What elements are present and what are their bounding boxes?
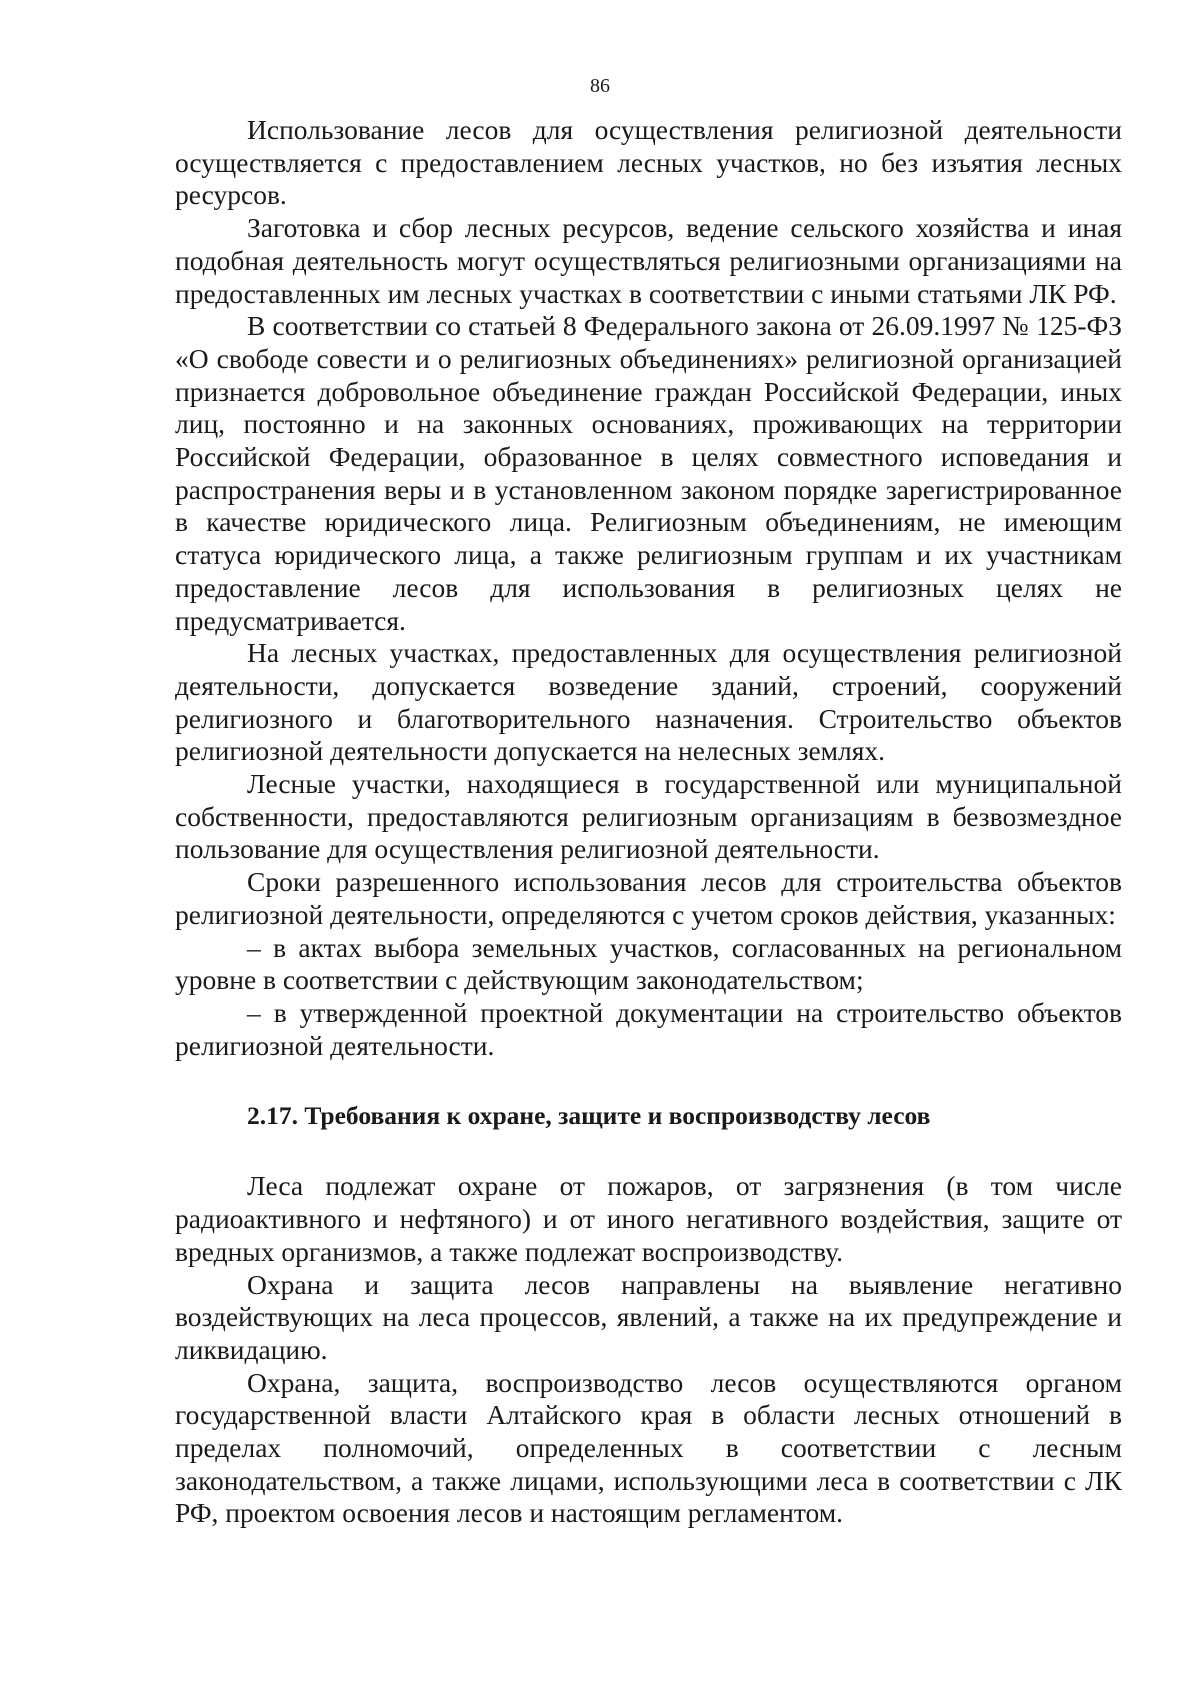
paragraph: Леса подлежат охране от пожаров, от загрязнения (в том числе радиоактивного и нефтяного) и от иного негативного воздействия, защите от вредных организмов, а также подлежат воспроизводству. xyxy=(175,1170,1122,1267)
paragraph: Сроки разрешенного использования лесов для строительства объектов религиозной деятельности, определяются с учетом сроков действия, указанных: xyxy=(175,866,1122,930)
paragraph: В соответствии со статьей 8 Федерального закона от 26.09.1997 № 125-ФЗ «О свободе совести и о религиозных объединениях» религиозной организацией признается добровольное объединение граждан Российской Федерации, иных лиц, постоянно и на законных основаниях, проживающих на территории Российской Федерации, образованное в целях совместного исповедания и распространения веры и в установленном законом порядке зарегистрированное в качестве юридического лица. Религиозным объединениям, не имеющим статуса юридического лица, а также религиозным группам и их участникам предоставление лесов для использования в религиозных целях не предусматривается. xyxy=(175,310,1122,636)
section-heading: 2.17. Требования к охране, защите и воспроизводству лесов xyxy=(247,1101,931,1131)
list-item-paragraph: – в утвержденной проектной документации на строительство объектов религиозной деятельности. xyxy=(175,996,1122,1061)
paragraph: На лесных участках, предоставленных для осуществления религиозной деятельности, допускается возведение зданий, строений, сооружений религиозного и благотворительного назначения. Строительство объектов религиозной деятельности допускается на нелесных землях. xyxy=(175,637,1122,767)
document-body xyxy=(175,114,1122,1530)
paragraph: Лесные участки, находящиеся в государственной или муниципальной собственности, предоставляются религиозным организациям в безвозмездное пользование для осуществления религиозной деятельности. xyxy=(175,768,1122,865)
paragraph: Охрана и защита лесов направлены на выявление негативно воздействующих на леса процессов, явлений, а также на их предупреждение и ликвидацию. xyxy=(175,1268,1122,1365)
paragraph: Использование лесов для осуществления религиозной деятельности осуществляется с предоставлением лесных участков, но без изъятия лесных ресурсов. xyxy=(175,114,1122,211)
list-item-paragraph: – в актах выбора земельных участков, согласованных на региональном уровне в соответствии с действующим законодательством; xyxy=(175,931,1122,996)
page-number: 86 xyxy=(590,75,610,97)
paragraph: Охрана, защита, воспроизводство лесов осуществляются органом государственной власти Алтайского края в области лесных отношений в пределах полномочий, определенных в соответствии с лесным законодательством, а также лицами, использующими леса в соответствии с ЛК РФ, проектом освоения лесов и настоящим регламентом. xyxy=(175,1366,1122,1529)
paragraph: Заготовка и сбор лесных ресурсов, ведение сельского хозяйства и иная подобная деятельность могут осуществляться религиозными организациями на предоставленных им лесных участках в соответствии с иными статьями ЛК РФ. xyxy=(175,212,1122,309)
